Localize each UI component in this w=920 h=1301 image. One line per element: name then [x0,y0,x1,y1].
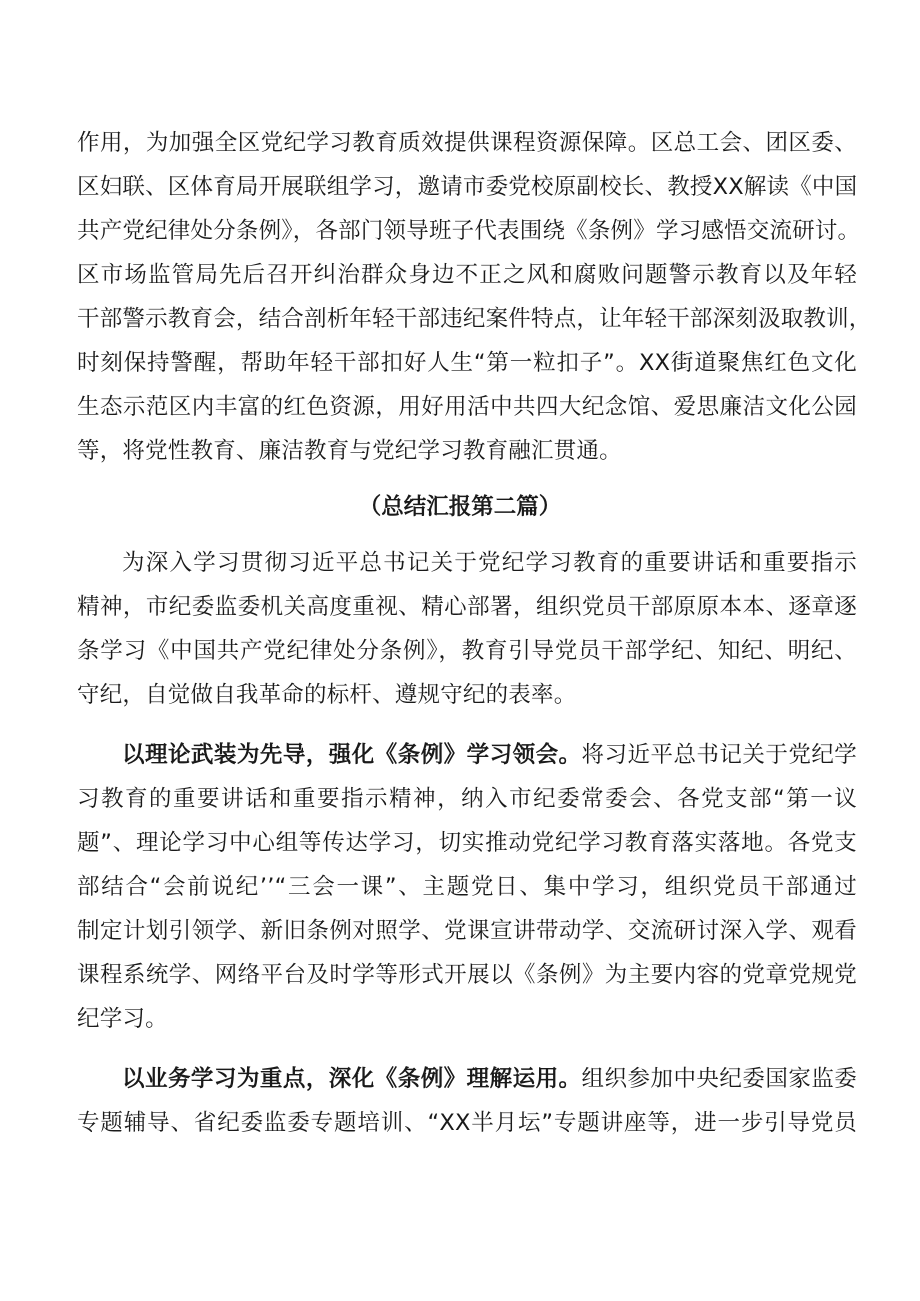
paragraph-text: 将习近平总书记关于党纪学 [581,742,857,768]
paragraph-text: 组织参加中央纪委国家监委 [581,1066,857,1092]
text-line: 守纪，自觉做自我革命的标杆、遵规守纪的表率。 [77,682,577,708]
text-line: 题”、理论学习中心组等传达学习，切实推动党纪学习教育落实落地。各党支 [77,830,857,856]
text-line: 课程系统学、网络平台及时学等形式开展以《条例》为主要内容的党章党规党 [77,962,857,988]
text-line: 干部警示教育会，结合剖析年轻干部违纪案件特点，让年轻干部深刻汲取教训， [77,306,872,332]
text-line: 等，将党性教育、廉洁教育与党纪学习教育融汇贯通。 [77,438,622,464]
text-line: 区市场监管局先后召开纠治群众身边不正之风和腐败问题警示教育以及年轻 [77,262,857,288]
text-line: 生态示范区内丰富的红色资源，用好用活中共四大纪念馆、爱思廉洁文化公园 [77,394,857,420]
text-line: 区妇联、区体育局开展联组学习，邀请市委党校原副校长、教授XX解读《中国 [77,174,858,200]
text-line: 时刻保持警醒，帮助年轻干部扣好人生“第一粒扣子”。XX街道聚焦红色文化 [77,350,857,376]
paragraph-lead: 以理论武装为先导，强化《条例》学习领会。 [122,742,582,768]
text-line [122,740,857,770]
section-heading: （总结汇报第二篇） [358,494,562,520]
text-line: 习教育的重要讲话和重要指示精神，纳入市纪委常委会、各党支部“第一议 [77,786,857,812]
text-line: 精神，市纪委监委机关高度重视、精心部署，组织党员干部原原本本、逐章逐 [77,594,857,620]
text-line: 共产党纪律处分条例》，各部门领导班子代表围绕《条例》学习感悟交流研讨。 [77,218,861,244]
text-line: 部结合“会前说纪’’“三会一课”、主题党日、集中学习，组织党员干部通过 [77,874,857,900]
text-line [122,1064,857,1094]
text-line: 专题辅导、省纪委监委专题培训、“XX半月坛”专题讲座等，进一步引导党员 [77,1110,857,1136]
text-line: 条学习《中国共产党纪律处分条例》，教育引导党员干部学纪、知纪、明纪、 [77,638,857,664]
text-line: 制定计划引领学、新旧条例对照学、党课宣讲带动学、交流研讨深入学、观看 [77,918,857,944]
paragraph-lead: 以业务学习为重点，深化《条例》理解运用。 [122,1066,582,1092]
text-line: 为深入学习贯彻习近平总书记关于党纪学习教育的重要讲话和重要指示 [122,550,857,576]
text-line: 作用，为加强全区党纪学习教育质效提供课程资源保障。区总工会、团区委、 [77,130,857,156]
text-line: 纪学习。 [77,1006,168,1032]
